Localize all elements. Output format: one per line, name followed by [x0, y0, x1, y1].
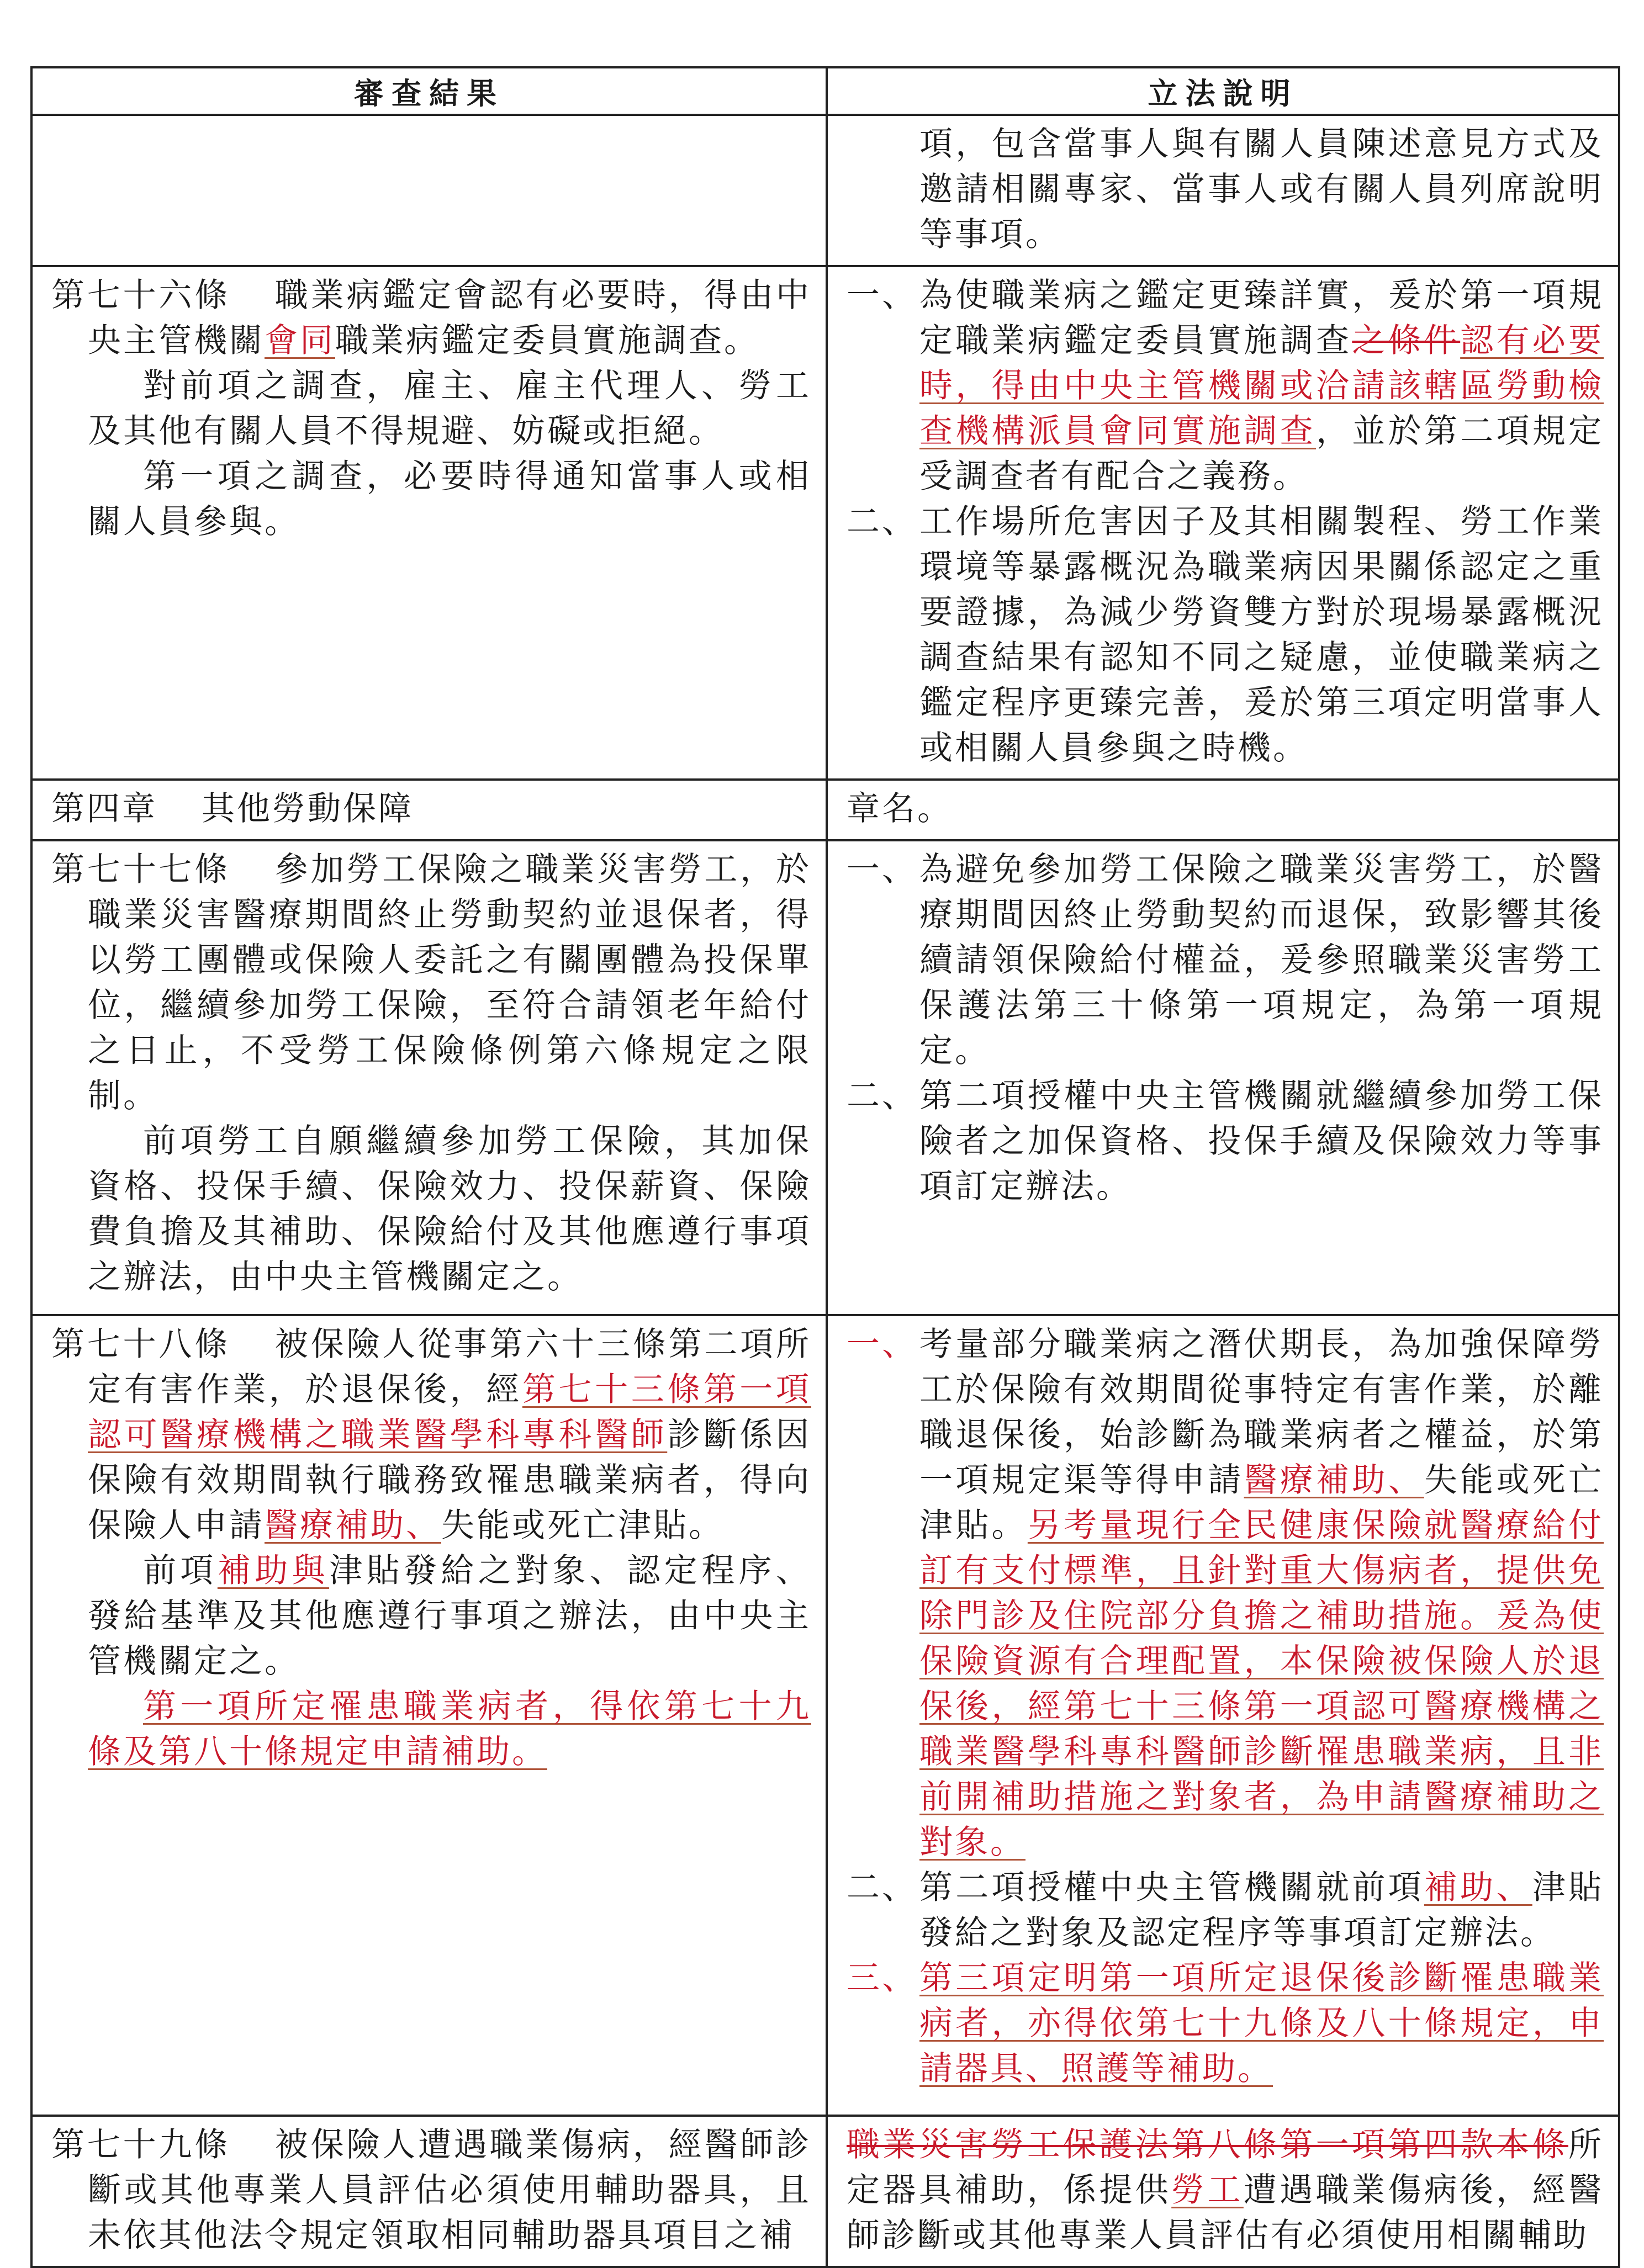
- amended-text: 認有必要時，得由中央主管機關或洽請該轄區勞動檢查機構派員會同實施調查: [919, 321, 1604, 451]
- amended-text: 第七十三條第一項認可醫療機構之職業醫學科專科醫師: [88, 1370, 812, 1454]
- amended-text: 勞工: [1171, 2171, 1244, 2209]
- explanation-item: 一、 為避免參加勞工保險之職業災害勞工，於醫療期間因終止勞動契約而退保，致影響其後續請領保險給付權益，爰參照職業災害勞工保護法第三十條第一項規定，為第一項規定。: [847, 850, 1604, 1070]
- amended-text: 醫療補助、: [1244, 1461, 1424, 1499]
- table-row: [31, 1315, 1619, 2116]
- article-title: 第七十六條: [51, 276, 230, 315]
- explanation-cell: [827, 840, 1619, 1315]
- explanation-cell: [827, 115, 1619, 266]
- article-79-para-1: 第七十九條 被保險人遭遇職業傷病，經醫師診斷或其他專業人員評估必須使用輔助器具，且未依其他法令規定領取相同輔助器具項目之補: [51, 2126, 811, 2255]
- review-cell: [31, 266, 827, 780]
- explanation-continued-text: 項，包含當事人與有關人員陳述意見方式及邀請相關專家、當事人或有關人員列席說明等事項。: [919, 125, 1604, 254]
- table-row: [31, 115, 1619, 266]
- review-cell: [31, 780, 827, 840]
- article-76-para-3: 第一項之調查，必要時得通知當事人或相關人員參與。: [88, 457, 811, 541]
- explanation-item: 一、 為使職業病之鑑定更臻詳實，爰於第一項規定職業病鑑定委員實施調查之條件認有必要時，得由中央主管機關或洽請該轄區勞動檢查機構派員會同實施調查，並於第二項規定受調查者有配合之義務。: [847, 276, 1604, 496]
- table-row: [31, 2116, 1619, 2267]
- explanation-item: 二、 第二項授權中央主管機關就前項補助、津貼發給之對象及認定程序等事項訂定辦法。: [847, 1868, 1604, 1952]
- amended-text: 另考量現行全民健康保險就醫療給付訂有支付標準，且針對重大傷病者，提供免除門診及住院部分負擔之補助措施。爰為使保險資源有合理配置，本保險被保險人於退保後，經第七十三條第一項認可醫療機構之職業醫學科專科醫師診斷罹患職業病，且非前開補助措施之對象者，為申請醫療補助之對象。: [919, 1506, 1604, 1862]
- explanation-item: 三、 第三項定明第一項所定退保後診斷罹患職業病者，亦得依第七十九條及八十條規定，申請器具、照護等補助。: [847, 1956, 1604, 2091]
- article-77-para-1: 第七十七條 參加勞工保險之職業災害勞工，於職業災害醫療期間終止勞動契約並退保者，得以勞工團體或保險人委託之有關團體為投保單位，繼續參加勞工保險，至符合請領老年給付之日止，不受勞工保險條例第六條規定之限制。: [51, 850, 811, 1115]
- table-row: [31, 780, 1619, 840]
- table-header-row: [31, 67, 1619, 115]
- article-79-explanation: 職業災害勞工保護法第八條第一項第四款本條所定器具補助，係提供勞工遭遇職業傷病後，經醫師診斷或其他專業人員評估有必須使用相關輔助: [847, 2126, 1604, 2255]
- article-78-para-3: 第一項所定罹患職業病者，得依第七十九條及第八十條規定申請補助。: [88, 1687, 811, 1771]
- explanation-cell: [827, 266, 1619, 780]
- article-76-para-2: 對前項之調查，雇主、雇主代理人、勞工及其他有關人員不得規避、妨礙或拒絕。: [88, 367, 811, 451]
- explanation-item: 一、 考量部分職業病之潛伏期長，為加強保障勞工於保險有效期間從事特定有害作業，於離職退保後，始診斷為職業病者之權益，於第一項規定渠等得申請醫療補助、失能或死亡津貼。另考量現行全民健康保險就醫療給付訂有支付標準，且針對重大傷病者，提供免除門診及住院部分負擔之補助措施。爰為使保險資源有合理配置，本保險被保險人於退保後，經第七十三條第一項認可醫療機構之職業醫學科專科醫師診斷罹患職業病，且非前開補助措施之對象者，為申請醫療補助之對象。: [847, 1325, 1604, 1862]
- review-cell: [31, 115, 827, 266]
- column-header-review-result: 審查結果: [31, 67, 827, 115]
- explanation-cell: [827, 780, 1619, 840]
- review-cell: [31, 840, 827, 1315]
- amended-text: 第三項定明第一項所定退保後診斷罹患職業病者，亦得依第七十九條及八十條規定，申請器具、照護等補助。: [919, 1959, 1604, 2088]
- review-cell: [31, 1315, 827, 2116]
- chapter-heading: 第四章 其他勞動保障: [51, 789, 414, 828]
- article-76-para-1: 第七十六條 職業病鑑定會認有必要時，得由中央主管機關會同職業病鑑定委員實施調查。: [51, 276, 811, 360]
- article-77-para-2: 前項勞工自願繼續參加勞工保險，其加保資格、投保手續、保險效力、投保薪資、保險費負擔及其補助、保險給付及其他應遵行事項之辦法，由中央主管機關定之。: [88, 1122, 811, 1296]
- table-row: [31, 840, 1619, 1315]
- chapter-note: 章名。: [847, 789, 953, 828]
- review-cell: [31, 2116, 827, 2267]
- table-row: [31, 266, 1619, 780]
- article-title: 第七十八條: [51, 1325, 230, 1364]
- amended-text: 補助、: [1424, 1868, 1532, 1907]
- explanation-cell: [827, 1315, 1619, 2116]
- explanation-item: 二、 工作場所危害因子及其相關製程、勞工作業環境等暴露概況為職業病因果關係認定之重要證據，為減少勞資雙方對於現場暴露概況調查結果有認知不同之疑慮，並使職業病之鑑定程序更臻完善，爰於第三項定明當事人或相關人員參與之時機。: [847, 502, 1604, 767]
- column-header-legislative-explanation: 立法說明: [827, 67, 1619, 115]
- amended-text: 會同: [265, 321, 335, 360]
- amended-text: 補助與: [217, 1551, 330, 1590]
- article-78-para-1: 第七十八條 被保險人從事第六十三條第二項所定有害作業，於退保後，經第七十三條第一項認可醫療機構之職業醫學科專科醫師診斷係因保險有效期間執行職務致罹患職業病者，得向保險人申請醫療補助、失能或死亡津貼。: [51, 1325, 812, 1545]
- deleted-text: 之條件: [1352, 321, 1461, 360]
- explanation-cell: [827, 2116, 1619, 2267]
- article-title: 第七十九條: [51, 2126, 230, 2164]
- amended-text: 醫療補助、: [265, 1506, 441, 1545]
- article-title: 第七十七條: [51, 850, 230, 889]
- article-78-para-2: 前項補助與津貼發給之對象、認定程序、發給基準及其他應遵行事項之辦法，由中央主管機關定之。: [88, 1551, 812, 1681]
- deleted-text: 職業災害勞工保護法第八條第一項第四款本條: [847, 2126, 1568, 2164]
- explanation-item: 二、 第二項授權中央主管機關就繼續參加勞工保險者之加保資格、投保手續及保險效力等事項訂定辦法。: [847, 1077, 1604, 1206]
- comparison-table: [30, 66, 1620, 2268]
